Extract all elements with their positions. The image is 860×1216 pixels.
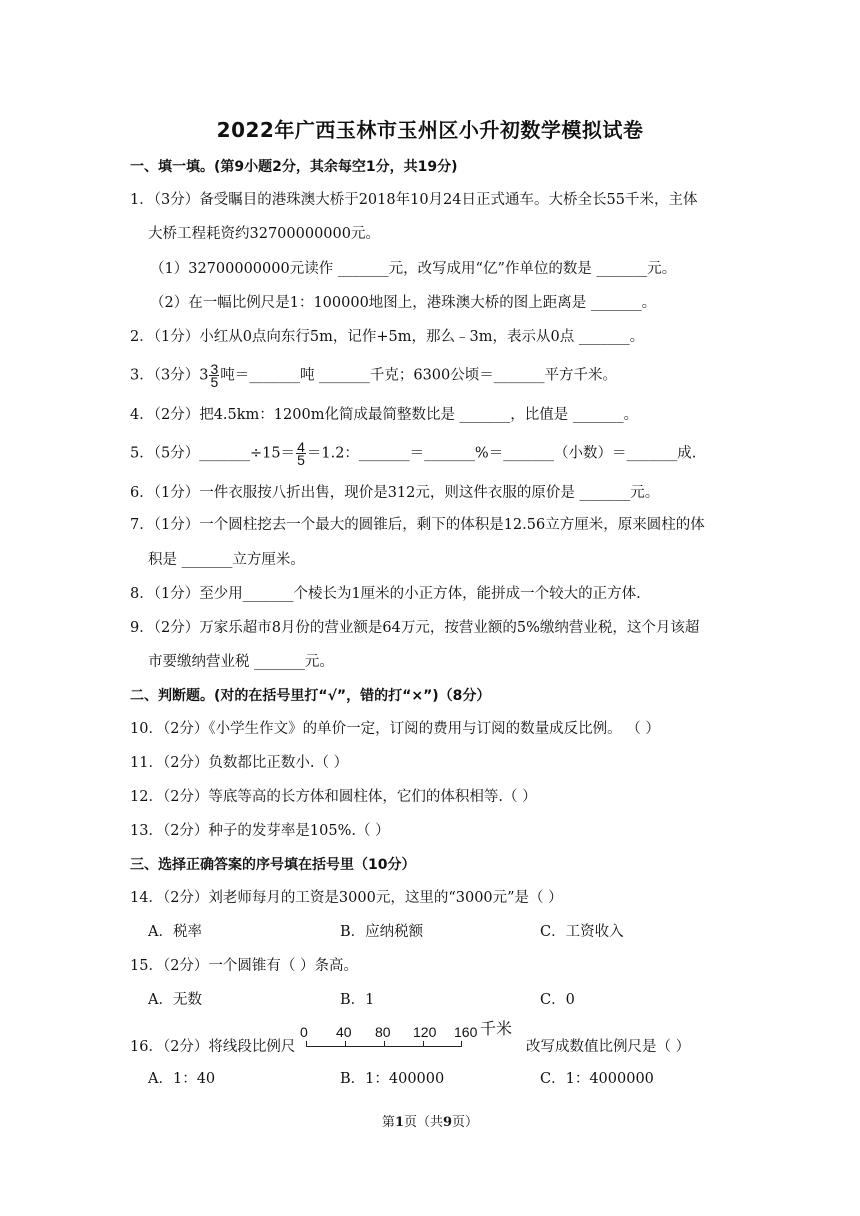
- question-3: [130, 363, 617, 388]
- question-14-option-b: B．应纳税额: [340, 924, 424, 940]
- exam-title: 2022年广西玉林市玉州区小升初数学模拟试卷: [216, 118, 644, 142]
- line-segment-scale-bar: [300, 1021, 513, 1058]
- question-5: [130, 441, 696, 466]
- question-6: 6．（1分）一件衣服按八折出售，现价是312元，则这件衣服的原价是 _______元。: [130, 485, 660, 501]
- footer-text: 页）: [452, 1115, 479, 1130]
- scale-unit: 千米: [480, 1021, 513, 1038]
- scale-label: 120: [413, 1024, 437, 1040]
- scale-tick: [345, 1041, 346, 1047]
- question-16-prefix: 16．（2分）将线段比例尺: [130, 1039, 296, 1055]
- footer-text: 页（共: [403, 1115, 443, 1130]
- scale-tick: [423, 1041, 424, 1047]
- question-14-option-c: C．工资收入: [540, 924, 624, 940]
- question-16-suffix: 改写成数值比例尺是（ ）: [526, 1039, 691, 1055]
- question-7-line-2: 积是 _______立方厘米。: [148, 552, 305, 568]
- question-1-part-1: （1）32700000000元读作 _______元，改写成用“亿”作单位的数是 _______元。: [150, 261, 677, 277]
- question-12: 12．（2分）等底等高的长方体和圆柱体，它们的体积相等.（ ）: [130, 789, 537, 805]
- question-13: 13．（2分）种子的发芽率是105%.（ ）: [130, 823, 390, 839]
- question-9-line-1: 9．（2分）万家乐超市8月份的营业额是64万元，按营业额的5%缴纳营业税，这个月该超: [130, 620, 700, 636]
- scale-label: 160: [454, 1024, 478, 1040]
- question-5-suffix: ＝1.2：_______＝_______%＝_______（小数）＝_______成.: [306, 445, 697, 462]
- question-7-line-1: 7．（1分）一个圆柱挖去一个最大的圆锥后，剩下的体积是12.56立方厘米，原来圆柱的体: [130, 517, 705, 533]
- question-1-part-2: （2）在一幅比例尺是1：100000地图上，港珠澳大桥的图上距离是 _______。: [150, 295, 657, 311]
- scale-tick: [384, 1041, 385, 1047]
- question-5-prefix: 5．（5分）_______÷15＝: [130, 445, 296, 462]
- question-2: 2．（1分）小红从0点向东行5m，记作+5m，那么﹣3m，表示从0点 _______。: [130, 329, 645, 345]
- scale-tick: [306, 1041, 307, 1047]
- question-8: 8．（1分）至少用_______个棱长为1厘米的小正方体，能拼成一个较大的正方体.: [130, 586, 641, 602]
- question-3-suffix: 吨＝_______吨 _______千克；6300公顷＝_______平方千米。: [220, 367, 617, 384]
- question-15-option-a: A．无数: [148, 992, 202, 1008]
- question-3-fraction: [209, 363, 219, 388]
- question-9-line-2: 市要缴纳营业税 _______元。: [148, 654, 334, 670]
- question-16-option-a: A．1：40: [148, 1071, 216, 1087]
- question-11: 11．（2分）负数都比正数小.（ ）: [130, 755, 349, 771]
- scale-label: 80: [375, 1024, 391, 1040]
- scale-tick: [461, 1041, 462, 1047]
- question-16-option-c: C．1：4000000: [540, 1071, 654, 1087]
- fraction-denominator: 5: [297, 452, 305, 468]
- question-10: 10．（2分）《小学生作文》的单价一定，订阅的费用与订阅的数量成反比例。 （ ）: [130, 721, 660, 737]
- page-total: 9: [443, 1115, 453, 1130]
- scale-label: 40: [336, 1024, 352, 1040]
- question-1-line-2: 大桥工程耗资约32700000000元。: [148, 226, 380, 242]
- question-14: 14．（2分）刘老师每月的工资是3000元，这里的“3000元”是（ ）: [130, 890, 563, 906]
- page-number: 1: [394, 1115, 404, 1130]
- fraction-numerator: 3: [210, 361, 219, 377]
- scale-label: 0: [300, 1024, 308, 1040]
- question-15-option-b: B．1: [340, 992, 375, 1008]
- question-1-line-1: 1．（3分）备受瞩目的港珠澳大桥于2018年10月24日正式通车。大桥全长55千米，主体: [130, 192, 698, 208]
- question-4: 4．（2分）把4.5km：1200m化简成最简整数比是 _______，比值是 _______。: [130, 407, 639, 423]
- section-heading-true-false: 二、判断题。(对的在括号里打“√”，错的打“×”)（8分）: [130, 688, 491, 704]
- question-15: 15．（2分）一个圆锥有（ ）条高。: [130, 958, 359, 974]
- question-15-option-c: C．0: [540, 992, 575, 1008]
- question-3-prefix: 3．（3分）3: [130, 367, 209, 384]
- question-14-option-a: A．税率: [148, 924, 202, 940]
- question-16-option-b: B．1：400000: [340, 1071, 445, 1087]
- fraction-denominator: 5: [210, 374, 219, 390]
- section-heading-fill-in: 一、填一填。(第9小题2分，其余每空1分，共19分): [130, 159, 458, 175]
- question-5-fraction: [296, 441, 306, 466]
- section-heading-multiple-choice: 三、选择正确答案的序号填在括号里（10分）: [130, 857, 416, 873]
- fraction-numerator: 4: [297, 439, 305, 455]
- footer-text: 第: [381, 1115, 395, 1130]
- page-footer: [0, 1111, 860, 1130]
